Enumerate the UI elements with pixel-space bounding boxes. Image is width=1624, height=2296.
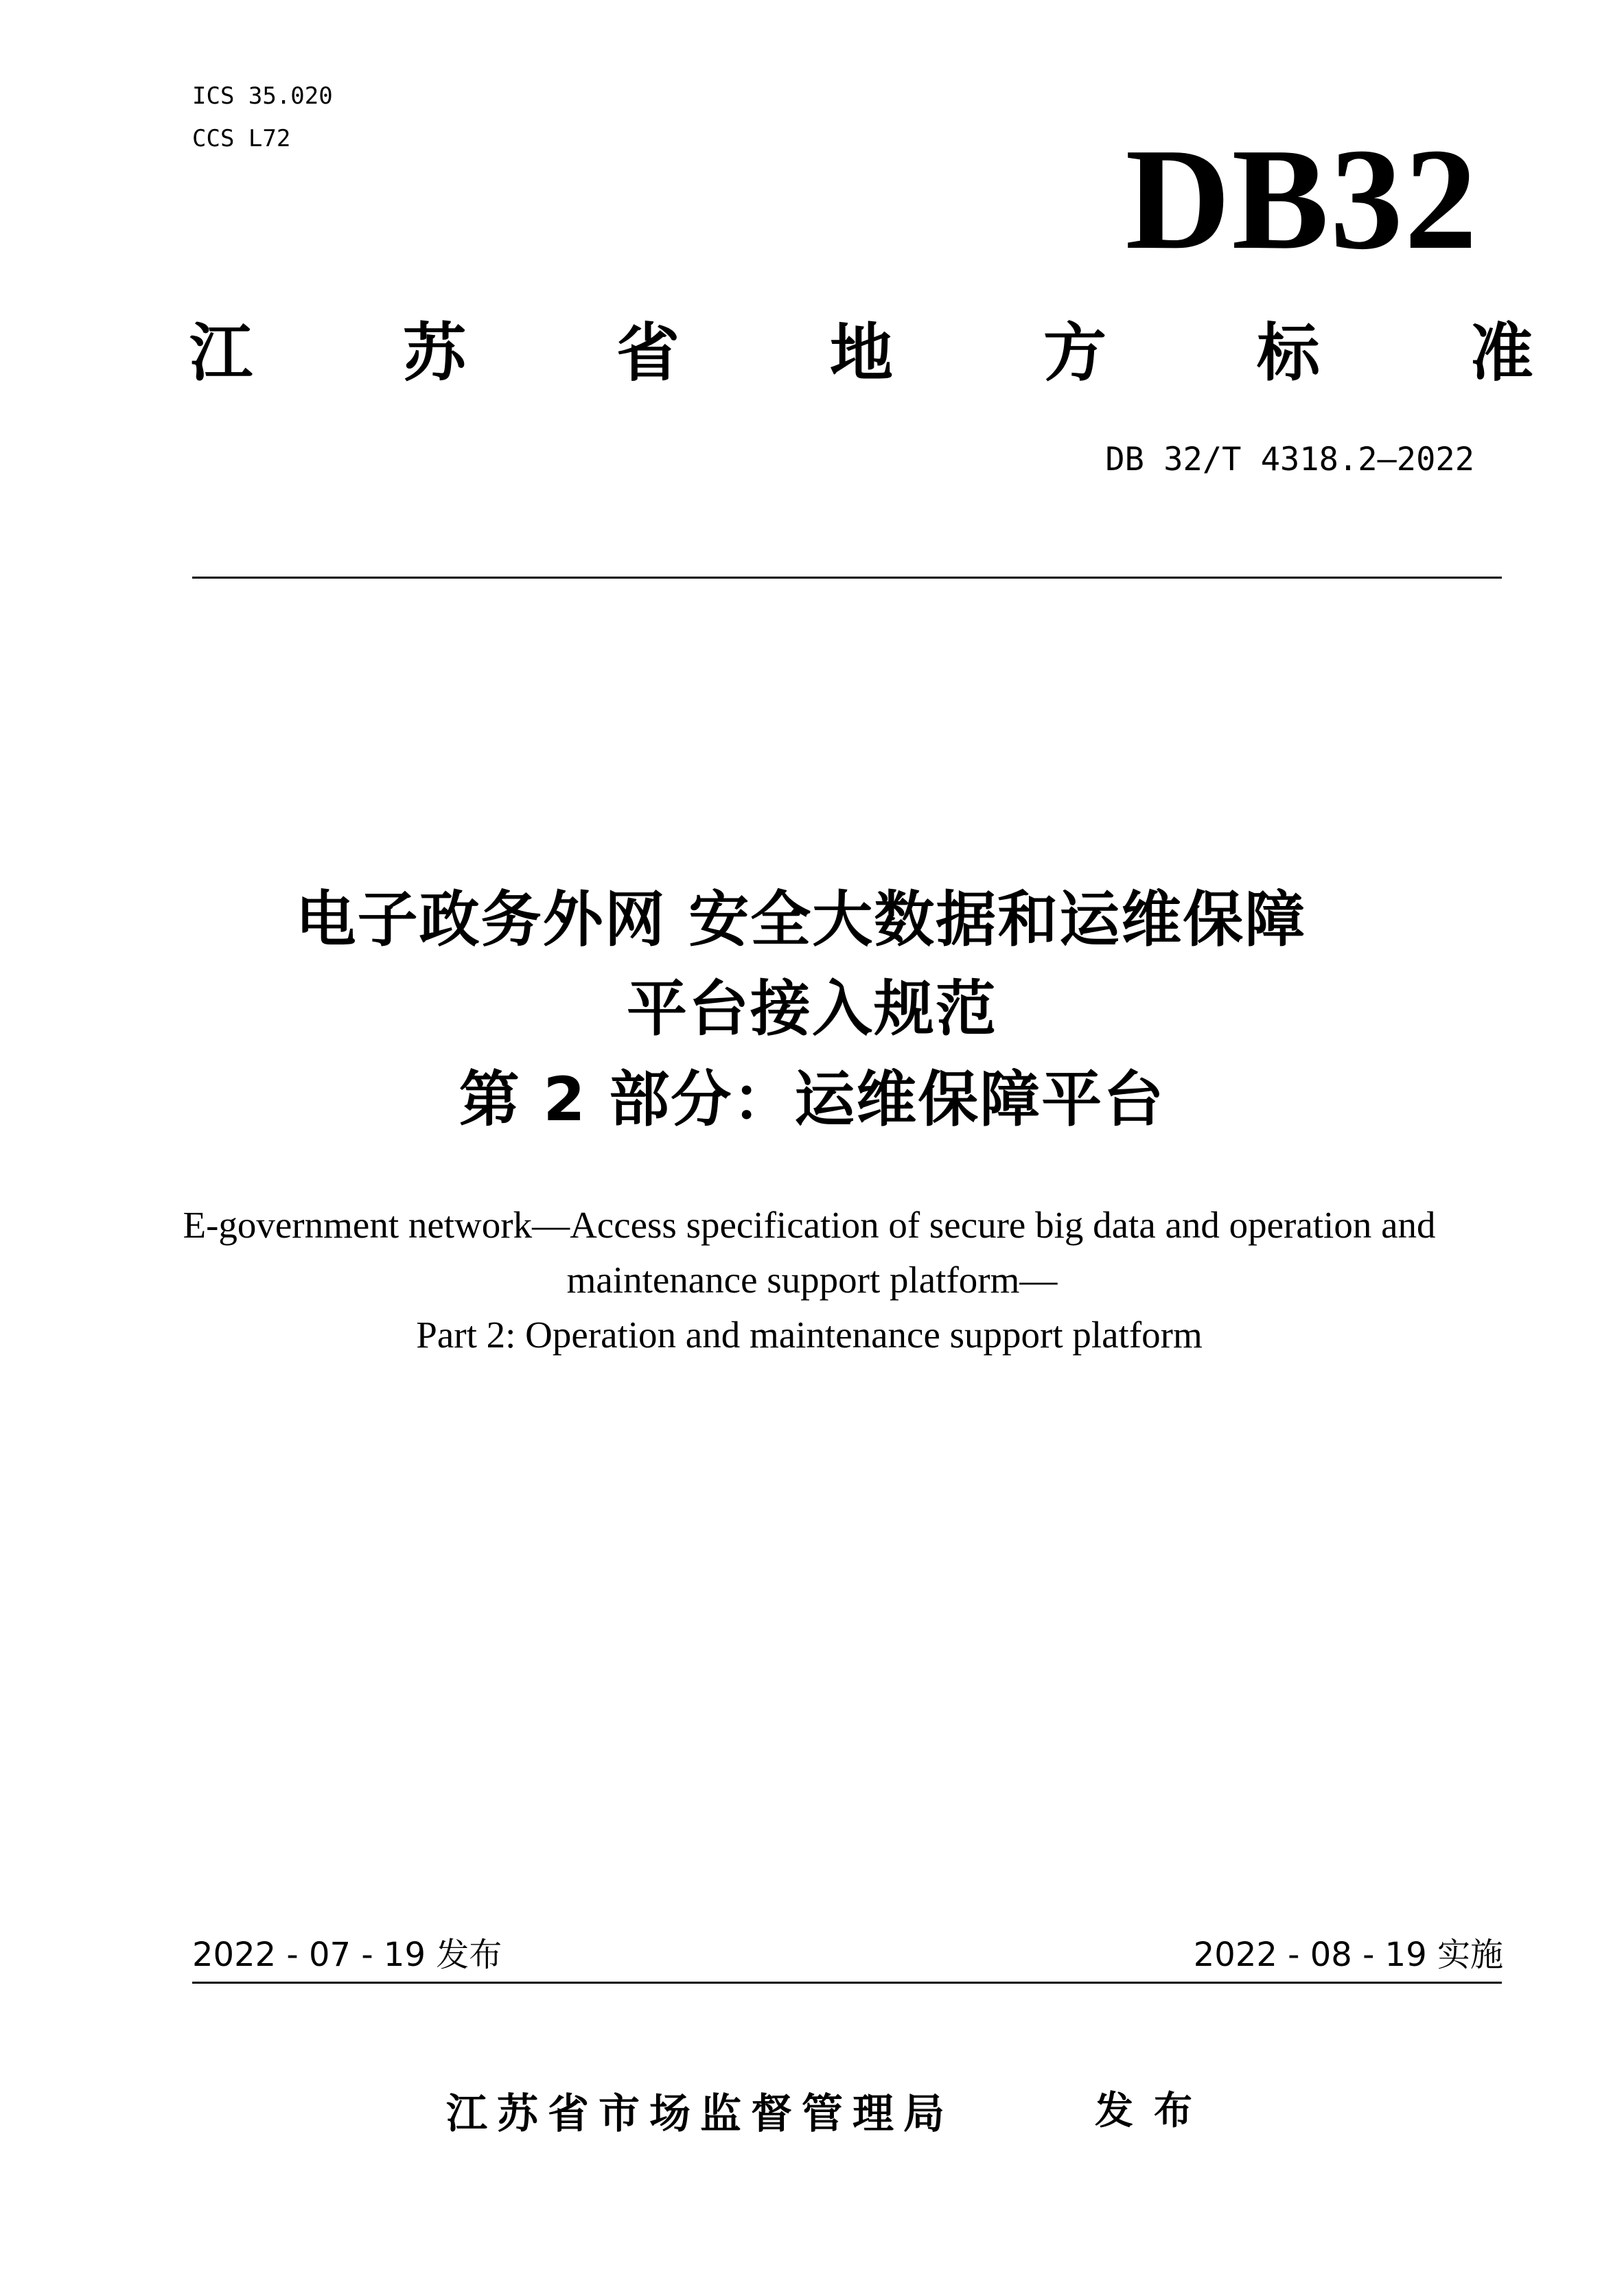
ccs-code: CCS L72 xyxy=(192,125,291,152)
standard-number: DB 32/T 4318.2—2022 xyxy=(1105,441,1474,478)
header-divider xyxy=(192,577,1502,579)
standard-type-char: 准 xyxy=(1470,316,1533,390)
english-title-line-3: Part 2: Operation and maintenance support platform xyxy=(416,1314,1203,1356)
release-date: 2022 - 07 - 19 发布 xyxy=(192,1936,502,1974)
standard-mark: DB32 xyxy=(1125,118,1478,279)
chinese-title-line-2: 平台接入规范 xyxy=(626,973,997,1044)
chinese-title-line-3: 第 2 部分：运维保障平台 xyxy=(459,1064,1165,1135)
ics-code: ICS 35.020 xyxy=(192,82,333,110)
footer-divider xyxy=(192,1982,1502,1984)
publish-label: 发布 xyxy=(1095,2089,1213,2133)
standard-type-char: 省 xyxy=(616,316,680,390)
standard-type-char: 地 xyxy=(829,316,893,390)
standard-type-char: 方 xyxy=(1043,316,1106,390)
english-title-line-1: E-government network—Access specification of secure big data and operation and xyxy=(183,1204,1436,1246)
standard-type-char: 江 xyxy=(189,316,253,390)
english-title-line-2: maintenance support platform— xyxy=(566,1259,1058,1301)
publisher-name: 江苏省市场监督管理局 xyxy=(446,2090,954,2138)
implementation-date: 2022 - 08 - 19 实施 xyxy=(1193,1936,1503,1974)
standard-type-heading xyxy=(189,316,1533,391)
standard-type-char: 苏 xyxy=(402,316,466,390)
standard-type-char: 标 xyxy=(1256,316,1320,390)
chinese-title-line-1: 电子政务外网 安全大数据和运维保障 xyxy=(295,884,1307,955)
